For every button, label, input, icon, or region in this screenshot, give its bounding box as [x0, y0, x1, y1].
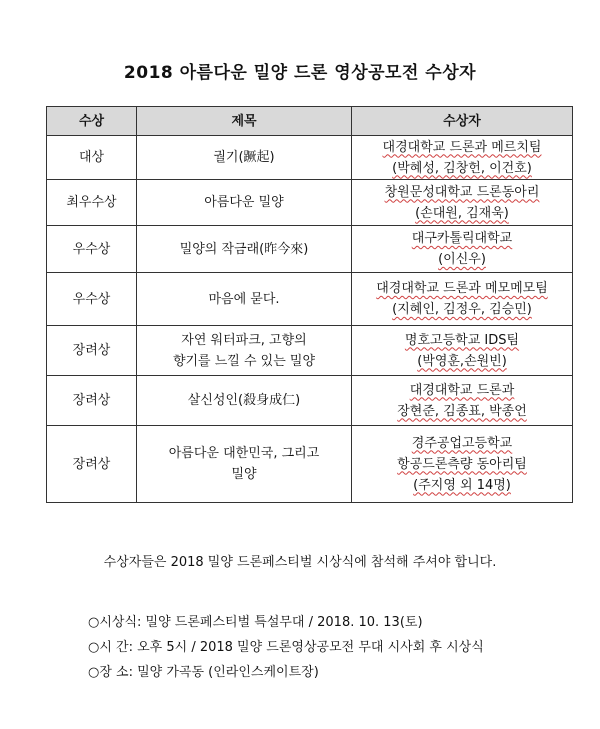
winner-line: (주지영 외 14명) — [413, 477, 511, 493]
winner-line: 명호고등학교 IDS팀 — [404, 332, 520, 348]
winner-line: 대경대학교 드론과 — [409, 382, 515, 398]
winner-line: (손대원, 김재욱) — [415, 205, 509, 221]
info-time: ○시 간: 오후 5시 / 2018 밀양 드론영상공모전 무대 시사회 후 시상식 — [88, 640, 484, 655]
title-line: 아름다운 밀양 — [204, 195, 284, 210]
winner-line: 창원문성대학교 드론동아리 — [384, 184, 540, 200]
winner-cell — [352, 426, 573, 503]
winner-cell — [352, 226, 573, 273]
title-line: 궐기(蹶起) — [213, 150, 275, 165]
award-cell: 대상 — [47, 136, 137, 180]
title-cell — [137, 326, 352, 376]
table-row — [47, 426, 573, 503]
table-row — [47, 180, 573, 226]
winner-cell — [352, 180, 573, 226]
winner-line: 대구카톨릭대학교 — [411, 231, 513, 246]
title-line: 살신성인(殺身成仁) — [187, 393, 301, 408]
award-cell: 장려상 — [47, 426, 137, 503]
winner-line: 대경대학교 드론과 메르치팀 — [382, 139, 542, 155]
title-line: 아름다운 대한민국, 그리고 — [168, 446, 320, 461]
winner-cell — [352, 326, 573, 376]
info-place: ○장 소: 밀양 가곡동 (인라인스케이트장) — [88, 665, 319, 680]
table-header-row — [47, 107, 573, 136]
table-row — [47, 273, 573, 326]
info-ceremony: ○시상식: 밀양 드론페스티벌 특설무대 / 2018. 10. 13(토) — [88, 615, 423, 630]
award-cell: 우수상 — [47, 226, 137, 273]
attendance-notice: 수상자들은 2018 밀양 드론페스티벌 시상식에 참석해 주셔야 합니다. — [103, 555, 497, 570]
header-title: 제목 — [137, 107, 352, 136]
winner-line: 경주공업고등학교 — [411, 435, 513, 451]
table-row — [47, 326, 573, 376]
award-cell: 최우수상 — [47, 180, 137, 226]
winner-cell — [352, 376, 573, 426]
winner-line: (이신우) — [438, 252, 486, 267]
title-line: 마음에 묻다. — [208, 291, 280, 307]
table-row — [47, 376, 573, 426]
table-row — [47, 136, 573, 180]
award-cell: 장려상 — [47, 376, 137, 426]
winner-line: (박혜성, 김창헌, 이건호) — [392, 160, 532, 176]
award-cell: 장려상 — [47, 326, 137, 376]
winner-line: 대경대학교 드론과 메모메모팀 — [376, 281, 548, 296]
title-cell — [137, 426, 352, 503]
header-winner: 수상자 — [352, 107, 573, 136]
awards-table — [46, 106, 573, 503]
award-cell: 우수상 — [47, 273, 137, 326]
title-line: 향기를 느낄 수 있는 밀양 — [172, 353, 316, 369]
title-cell — [137, 226, 352, 273]
title-line: 밀양 — [231, 467, 257, 482]
page-title: 2018 아름다운 밀양 드론 영상공모전 수상자 — [123, 63, 477, 83]
title-line: 밀양의 작금래(昨今來) — [179, 241, 309, 257]
winner-line: 장현준, 김종표, 박종언 — [397, 403, 527, 419]
winner-line: (박영훈,손원빈) — [417, 353, 507, 369]
title-cell — [137, 273, 352, 326]
winner-line: 항공드론측량 동아리팀 — [397, 456, 527, 472]
title-line: 자연 워터파크, 고향의 — [181, 332, 307, 348]
winner-cell — [352, 136, 573, 180]
title-cell — [137, 136, 352, 180]
title-cell — [137, 180, 352, 226]
winner-cell — [352, 273, 573, 326]
winner-line: (지혜인, 김정우, 김승민) — [392, 302, 532, 317]
header-award: 수상 — [47, 107, 137, 136]
table-row — [47, 226, 573, 273]
title-cell — [137, 376, 352, 426]
